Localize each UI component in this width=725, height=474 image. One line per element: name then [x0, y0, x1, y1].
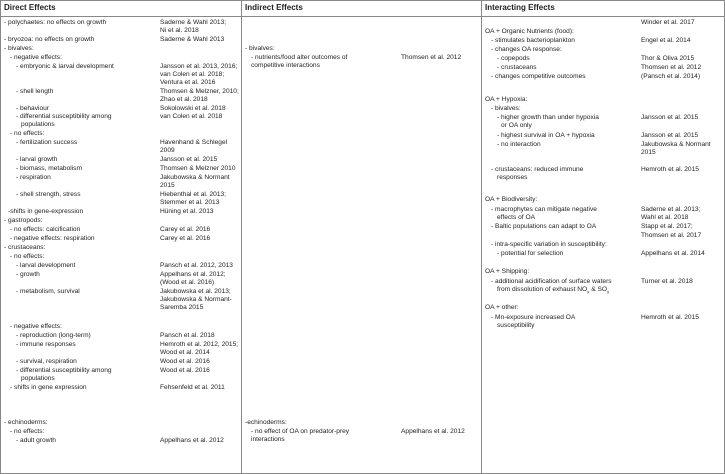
- cell-reference: van Colen et al. 2018;: [160, 71, 225, 78]
- cell-text: - Mn-exposure increased OA: [491, 314, 576, 321]
- cell-text: - no effects:: [10, 130, 45, 137]
- cell-reference: Thomsen & Melzner, 2010;: [160, 88, 239, 95]
- cell-reference: Saremba 2015: [160, 304, 204, 311]
- cell-text: responses: [497, 174, 528, 181]
- cell-reference: Jakubowska & Normant: [641, 141, 711, 148]
- cell-reference: Jakubowska & Normant: [160, 174, 230, 181]
- cell-reference: Thomsen & Melzner 2010: [160, 165, 236, 172]
- cell-reference: Jansson et al. 2015: [160, 156, 218, 163]
- column-divider: [241, 1, 242, 473]
- cell-text: - growth: [16, 271, 40, 278]
- cell-text: - nutrients/food alter outcomes of: [251, 54, 348, 61]
- cell-reference: (Wood et al. 2016): [160, 279, 215, 286]
- cell-text: susceptibility: [497, 322, 535, 329]
- cell-reference: Hemroth et al. 2015: [641, 166, 699, 173]
- cell-text: - crustaceans: [497, 64, 537, 71]
- cell-reference: Fehsenfeld et al. 2011: [160, 384, 225, 391]
- section-heading: OA + Biodiversity:: [485, 196, 538, 203]
- cell-text: - negative effects:: [10, 323, 62, 330]
- cell-text: - reproduction (long-term): [16, 332, 91, 339]
- cell-reference: Thomsen et al. 2017: [641, 232, 702, 239]
- cell-text: - no effects:: [10, 253, 45, 260]
- subscript: x: [587, 289, 590, 295]
- cell-text: effects of OA: [497, 214, 535, 221]
- cell-text: or OA only: [501, 122, 532, 129]
- cell-text: - polychaetes: no effects on growth: [4, 19, 107, 26]
- text-part: & SO: [589, 286, 607, 293]
- section-heading: OA + Organic Nutrients (food):: [485, 28, 574, 35]
- cell-text: - changes OA response:: [491, 46, 562, 53]
- cell-reference: Turner et al. 2018: [641, 278, 693, 285]
- cell-reference: van Colen et al. 2018: [160, 113, 223, 120]
- table-header-row: [1, 1, 724, 17]
- cell-reference: Wood et al. 2016: [160, 358, 210, 365]
- cell-text: - survival, respiration: [16, 358, 77, 365]
- cell-text: - macrophytes can mitigate negative: [491, 206, 597, 213]
- cell-text: - bivalves:: [245, 45, 275, 52]
- cell-reference: Hemroth et al. 2015: [641, 314, 699, 321]
- cell-reference: Hemroth et al. 2012, 2015;: [160, 341, 239, 348]
- cell-text: - gastropods:: [4, 217, 43, 224]
- cell-text: - crustaceans: reduced immune: [491, 166, 584, 173]
- cell-reference: Jansson et al. 2015: [641, 132, 699, 139]
- cell-text: - potential for selection: [497, 250, 564, 257]
- cell-text: - highest survival in OA + hypoxia: [497, 132, 595, 139]
- cell-text: -echinoderms:: [245, 419, 287, 426]
- cell-text: - negative effects:: [10, 54, 62, 61]
- cell-text: - changes competitive outcomes: [491, 73, 586, 80]
- cell-text: - crustaceans:: [4, 244, 46, 251]
- cell-reference: Thomsen et al. 2012: [641, 64, 702, 71]
- cell-reference: Jansson et al. 2015: [641, 114, 699, 121]
- cell-reference: Havenhand & Schlegel: [160, 139, 228, 146]
- cell-reference: Wahl et al. 2018: [641, 214, 689, 221]
- cell-reference: 2009: [160, 147, 175, 154]
- cell-text: - no interaction: [497, 141, 541, 148]
- cell-text: - no effect of OA on predator-prey: [251, 428, 350, 435]
- cell-reference: 2015: [641, 149, 656, 156]
- cell-text: - biomass, metabolism: [16, 165, 82, 172]
- cell-text: - metabolism, survival: [16, 288, 80, 295]
- cell-reference: Engel et al. 2014: [641, 37, 691, 44]
- text-part: from dissolution of exhaust NO: [497, 286, 588, 293]
- cell-text: - embryonic & larval development: [16, 63, 114, 70]
- cell-reference: Appelhans et al. 2012: [401, 428, 465, 435]
- cell-reference: (Pansch et al. 2014): [641, 73, 701, 80]
- cell-text: - negative effects: respiration: [10, 235, 95, 242]
- cell-text: - shell strength, stress: [16, 191, 81, 198]
- cell-text: - bryozoa: no effects on growth: [4, 36, 95, 43]
- cell-reference: Jakubowska et al. 2013;: [160, 288, 231, 295]
- cell-reference: Carey et al. 2016: [160, 235, 211, 242]
- cell-text: - intra-specific variation in susceptibility:: [491, 241, 607, 248]
- cell-reference: Pansch et al. 2018: [160, 332, 215, 339]
- cell-text: competitive interactions: [251, 62, 320, 69]
- cell-reference: 2015: [160, 182, 175, 189]
- cell-reference: Thor & Oliva 2015: [641, 55, 695, 62]
- cell-reference: Pansch et al. 2012, 2013: [160, 262, 233, 269]
- cell-text: - additional acidification of surface waters: [491, 278, 612, 285]
- section-heading: OA + other:: [485, 304, 519, 311]
- cell-reference: Appelhans et al. 2014: [641, 250, 705, 257]
- cell-reference: Saderne & Wahl 2013: [160, 36, 225, 43]
- cell-text: - respiration: [16, 174, 51, 181]
- cell-reference: Jakubowska & Normant-: [160, 296, 232, 303]
- cell-text: - bivalves:: [4, 45, 34, 52]
- cell-text: - higher growth than under hypoxia: [497, 114, 599, 121]
- cell-reference: Stemmer et al. 2013: [160, 199, 220, 206]
- cell-text: - shifts in gene expression: [10, 384, 87, 391]
- cell-reference: Wood et al. 2014: [160, 349, 210, 356]
- cell-reference: Zhao et al. 2018: [160, 96, 208, 103]
- cell-reference: Carey et al. 2016: [160, 226, 211, 233]
- cell-reference: Appelhans et al. 2012;: [160, 271, 226, 278]
- column-divider: [481, 1, 482, 473]
- cell-reference: Ni et al. 2018: [160, 27, 199, 34]
- cell-text: - differential susceptibility among: [16, 367, 112, 374]
- header-direct-effects: Direct Effects: [4, 3, 56, 12]
- cell-text: - fertilization success: [16, 139, 78, 146]
- cell-text: - shell length: [16, 88, 54, 95]
- cell-reference: Winder et al. 2017: [641, 19, 695, 26]
- cell-reference: Jansson et al. 2013, 2016;: [160, 63, 238, 70]
- cell-reference: Hüning et al. 2013: [160, 208, 214, 215]
- cell-text: - no effects: calcification: [10, 226, 81, 233]
- cell-reference: Hiebenthal et al. 2013;: [160, 191, 226, 198]
- section-heading: OA + Shipping:: [485, 268, 530, 275]
- cell-text: - bivalves:: [491, 105, 521, 112]
- header-indirect-effects: Indirect Effects: [245, 3, 303, 12]
- cell-text: - adult growth: [16, 437, 56, 444]
- cell-reference: Thomsen et al. 2012: [401, 54, 462, 61]
- subscript: x: [607, 289, 610, 295]
- cell-reference: Ventura et al. 2016: [160, 79, 216, 86]
- cell-text: - immune responses: [16, 341, 76, 348]
- cell-text: populations: [21, 375, 55, 382]
- section-heading: OA + Hypoxia:: [485, 96, 528, 103]
- cell-reference: Sokolowski et al. 2018: [160, 105, 226, 112]
- cell-text: - echinoderms:: [4, 419, 48, 426]
- cell-reference: Saderne et al. 2013;: [641, 206, 701, 213]
- cell-text: - larval growth: [16, 156, 58, 163]
- cell-text: interactions: [251, 436, 285, 443]
- cell-reference: Stapp et al. 2017;: [641, 223, 693, 230]
- cell-text: - differential susceptibility among: [16, 113, 112, 120]
- cell-text: - larval development: [16, 262, 76, 269]
- cell-text: [497, 286, 609, 294]
- header-interacting-effects: Interacting Effects: [485, 3, 555, 12]
- cell-text: populations: [21, 121, 55, 128]
- cell-reference: Appelhans et al. 2012: [160, 437, 224, 444]
- cell-reference: Wood et al. 2016: [160, 367, 210, 374]
- cell-reference: Saderne & Wahl 2013;: [160, 19, 227, 26]
- cell-text: - behaviour: [16, 105, 49, 112]
- cell-text: - stimulates bacterioplankton: [491, 37, 575, 44]
- cell-text: - copepods: [497, 55, 530, 62]
- cell-text: -shifts in gene-expression: [8, 208, 84, 215]
- cell-text: - no effects:: [10, 428, 45, 435]
- cell-text: - Baltic populations can adapt to OA: [491, 223, 597, 230]
